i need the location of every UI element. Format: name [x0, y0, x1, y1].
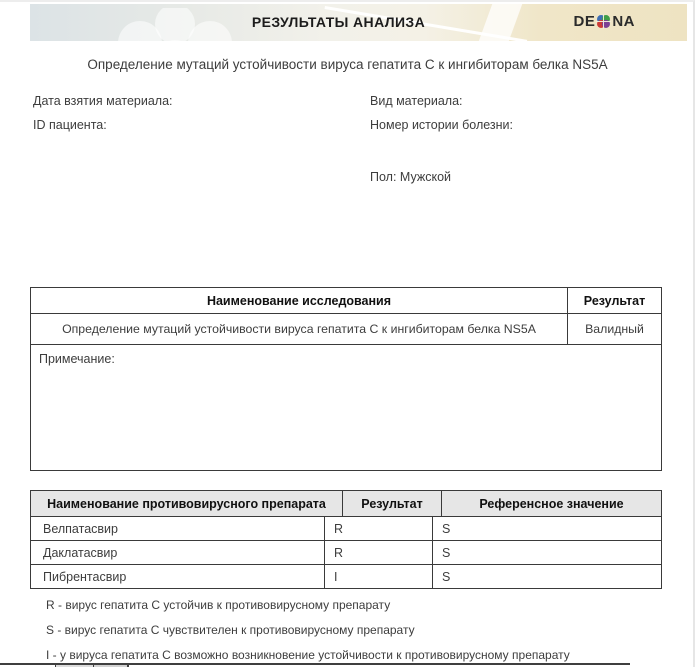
drugs-table: [30, 490, 662, 589]
drug-result-cell: I: [324, 565, 432, 588]
collection-date-label: Дата взятия материала:: [33, 94, 173, 108]
drug-reference-cell: S: [432, 565, 661, 588]
results-table-header: [31, 288, 661, 314]
drugs-table-header: [31, 491, 661, 517]
study-title: Определение мутаций устойчивости вируса гепатита C к ингибиторам белка NS5A: [87, 57, 608, 72]
material-type-label: Вид материала:: [370, 94, 463, 108]
legend-line-s: S - вирус гепатита C чувствителен к противовирусному препарату: [46, 623, 415, 637]
drugs-table-row: [31, 565, 661, 588]
drug-reference-cell: S: [432, 517, 661, 540]
cutoff-table-divider: [127, 663, 129, 667]
result-legend: [46, 598, 570, 667]
results-table-header-result: Результат: [567, 288, 661, 313]
test-result-cell: Валидный: [567, 314, 661, 344]
results-table-header-test: Наименование исследования: [206, 293, 392, 308]
drugs-table-header-reference: Референсное значение: [441, 491, 661, 516]
logo-text-left: DE: [573, 13, 596, 30]
test-name-cell: Определение мутаций устойчивости вируса гепатита C к ингибиторам белка NS5A: [62, 322, 536, 336]
results-table-row: [31, 314, 661, 345]
report-title: РЕЗУЛЬТАТЫ АНАЛИЗА: [251, 14, 426, 30]
dena-logo: [573, 13, 635, 30]
case-number-label: Номер истории болезни:: [370, 118, 514, 132]
logo-text-right: NA: [612, 13, 635, 30]
drugs-table-row: [31, 541, 661, 565]
patient-id-label: ID пациента:: [33, 118, 107, 132]
note-cell: Примечание:: [39, 352, 115, 366]
drug-result-cell: R: [324, 517, 432, 540]
drugs-table-row: [31, 517, 661, 541]
drugs-table-header-result: Результат: [342, 491, 441, 516]
drug-name-cell: Пибрентасвир: [43, 569, 127, 584]
drugs-table-header-drug: Наименование противовирусного препарата: [47, 496, 326, 511]
sex-label: Пол: Мужской: [370, 170, 451, 184]
drug-name-cell: Велпатасвир: [43, 521, 118, 536]
legend-line-r: R - вирус гепатита C устойчив к противовирусному препарату: [46, 598, 391, 612]
drug-reference-cell: S: [432, 541, 661, 564]
results-table: [30, 287, 662, 471]
report-header-banner: [30, 4, 687, 41]
legend-line-i: I - у вируса гепатита C возможно возникновение устойчивости к противовирусному препарату: [46, 648, 570, 662]
drug-name-cell: Даклатасвир: [43, 545, 118, 560]
logo-clover-icon: [596, 14, 611, 29]
drug-result-cell: R: [324, 541, 432, 564]
